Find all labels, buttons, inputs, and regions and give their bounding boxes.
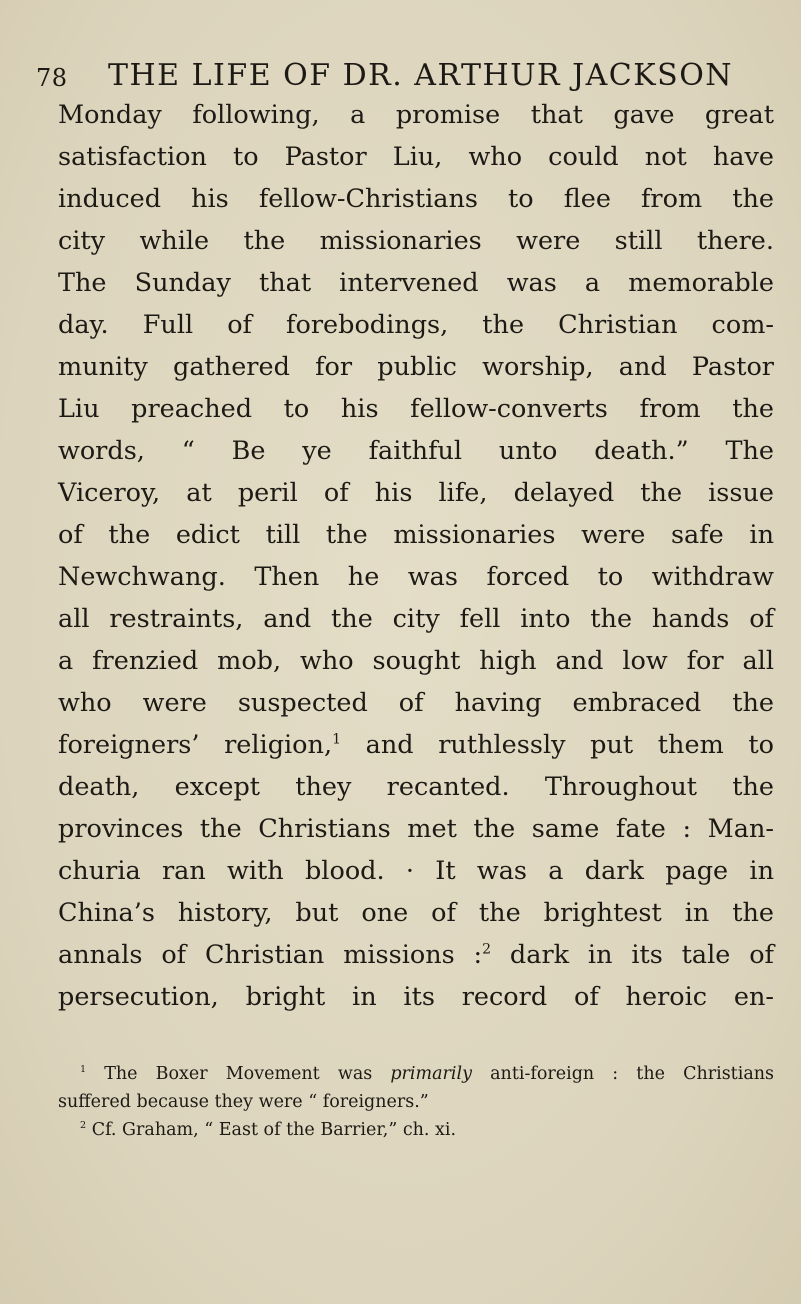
text-line: Newchwang. Then he was forced to withdraw <box>58 562 774 592</box>
text-line: of the edict till the missionaries were safe in <box>58 520 774 550</box>
footnote-mark-2: 2 <box>482 941 492 958</box>
text-line: Monday following, a promise that gave great <box>58 100 774 130</box>
text-line: words, “ Be ye faithful unto death.” The <box>58 436 774 466</box>
page-number: 78 <box>36 64 68 92</box>
running-head: THE LIFE OF DR. ARTHUR JACKSON <box>108 58 734 93</box>
footnote-1-mark: 1 <box>80 1064 87 1076</box>
footnote-1-text: The Boxer Movement was <box>86 1064 391 1084</box>
text-line: The Sunday that intervened was a memorable <box>58 268 774 298</box>
text-line: who were suspected of having embraced the <box>58 688 774 718</box>
text-line: persecution, bright in its record of heroic en- <box>58 982 774 1012</box>
footnote-mark-1: 1 <box>332 731 341 748</box>
text-line: satisfaction to Pastor Liu, who could not have <box>58 142 774 172</box>
text-line: Viceroy, at peril of his life, delayed the issue <box>58 478 774 508</box>
footnote-2-text: Cf. Graham, “ East of the Barrier,” ch. xi. <box>86 1120 457 1140</box>
text-line: induced his fellow-Christians to flee from the <box>58 184 774 214</box>
footnote-1-continuation: suffered because they were “ foreigners.” <box>58 1092 429 1112</box>
footnote-2 <box>58 1116 774 1144</box>
footnote-1-text-end: anti-foreign : the Christians <box>472 1064 774 1084</box>
text-line: churia ran with blood. · It was a dark page in <box>58 856 774 886</box>
body-text <box>58 94 774 1018</box>
footnotes <box>58 1060 774 1144</box>
text-fragment: foreigners’ religion, <box>58 730 333 760</box>
text-line: provinces the Christians met the same fate : Man- <box>58 814 774 844</box>
text-line-with-footnote <box>58 934 774 976</box>
text-fragment: annals of Christian missions : <box>58 940 483 970</box>
text-fragment: and ruthlessly put them to <box>340 730 774 760</box>
text-line: China’s history, but one of the brightest in the <box>58 898 774 928</box>
footnote-2-mark: 2 <box>80 1120 87 1132</box>
text-line: Liu preached to his fellow-converts from the <box>58 394 774 424</box>
text-line: a frenzied mob, who sought high and low for all <box>58 646 774 676</box>
footnote-1-italic: primarily <box>390 1064 472 1084</box>
text-line-with-footnote <box>58 724 774 766</box>
text-line: death, except they recanted. Throughout the <box>58 772 774 802</box>
page-header <box>36 58 776 98</box>
text-line: all restraints, and the city fell into the hands of <box>58 604 774 634</box>
footnote-1 <box>58 1060 774 1088</box>
text-line: munity gathered for public worship, and Pastor <box>58 352 774 382</box>
text-line: city while the missionaries were still there. <box>58 226 774 256</box>
text-line: day. Full of forebodings, the Christian com- <box>58 310 774 340</box>
text-fragment: dark in its tale of <box>491 940 774 970</box>
